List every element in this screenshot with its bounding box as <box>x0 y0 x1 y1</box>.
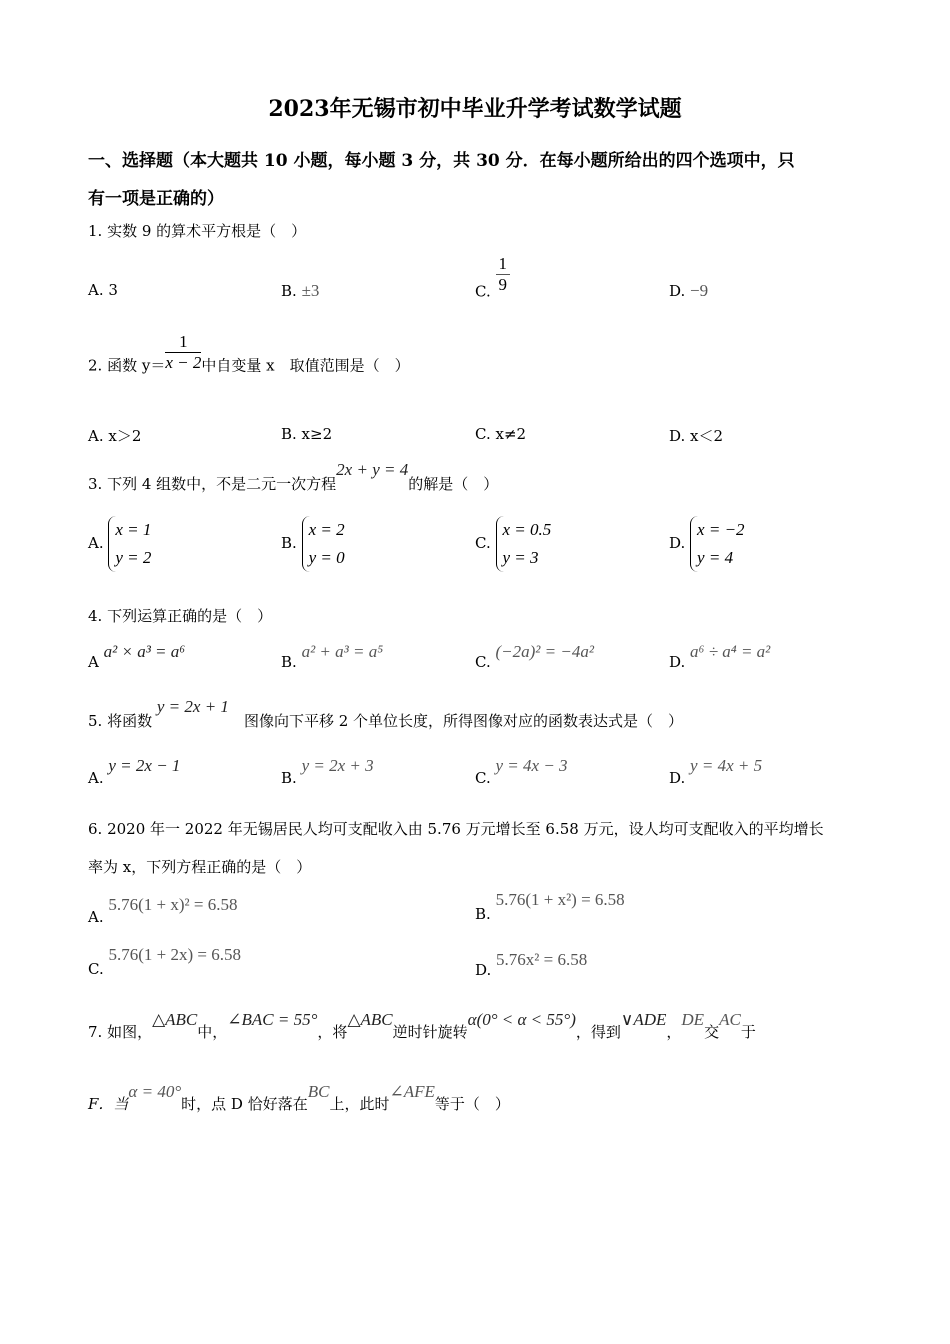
q2-fraction: $\frac{1}{x - 2}$ <box>165 332 202 372</box>
q1-option-d: D. −9 <box>669 281 709 300</box>
q4-option-a: A a² × a³ = a⁶ <box>88 642 186 671</box>
q4-option-d: D. a⁶ ÷ a⁴ = a² <box>669 642 771 671</box>
q1-option-c: C. $\frac{1}{9}$ <box>475 254 510 301</box>
q6-option-c: C. 5.76(1 + 2x) = 6.58 <box>88 945 241 978</box>
section-heading-line2: 有一项是正确的） <box>88 189 224 209</box>
q5-equation: y = 2x + 1 <box>156 697 229 716</box>
q1-option-a: A. 3 <box>88 281 118 299</box>
q6-stem-line2: 率为 x，下列方程正确的是（ ） <box>88 858 312 876</box>
q2-stem: 2. 函数 y＝ $\frac{1}{x - 2}$ 中自变量 x 取值范围是（ ） <box>88 332 410 375</box>
q5-stem: 5. 将函数 y = 2x + 1 图像向下平移 2 个单位长度，所得图像对应的函数表达式是（ ） <box>88 697 684 730</box>
q3-option-d: D. x = −2 y = 4 <box>669 516 745 572</box>
q5-option-d: D. y = 4x + 5 <box>669 756 763 787</box>
q5-option-b: B. y = 2x + 3 <box>281 756 374 787</box>
q3-stem: 3. 下列 4 组数中，不是二元一次方程2x + y = 4的解是（ ） <box>88 460 499 493</box>
page-title: 2023年无锡市初中毕业升学考试数学试题 <box>268 96 682 122</box>
q6-option-a: A. 5.76(1 + x)² = 6.58 <box>88 895 238 926</box>
q6-stem-line1: 6. 2020 年一 2022 年无锡居民人均可支配收入由 5.76 万元增长至 6.58 万元，设人均可支配收入的平均增长 <box>88 820 824 838</box>
q4-option-c: C. (−2a)² = −4a² <box>475 642 594 671</box>
q4-option-b: B. a² + a³ = a⁵ <box>281 642 384 671</box>
q4-stem: 4. 下列运算正确的是（ ） <box>88 607 273 625</box>
q6-option-b: B. 5.76(1 + x²) = 6.58 <box>475 890 625 923</box>
q3-option-a: A. x = 1 y = 2 <box>88 516 151 572</box>
q1-fraction: $\frac{1}{9}$ <box>496 254 511 295</box>
q2-option-d: D. x＜2 <box>669 427 724 445</box>
q3-option-c: C. x = 0.5 y = 3 <box>475 516 551 572</box>
q7-stem-line2: F．当α = 40°时，点 D 恰好落在BC上，此时∠AFE等于（ ） <box>88 1082 510 1113</box>
q3-option-b: B. x = 2 y = 0 <box>281 516 345 572</box>
q5-option-c: C. y = 4x − 3 <box>475 756 568 787</box>
q2-option-c: C. x≠2 <box>475 425 527 443</box>
section-heading-line1: 一、选择题（本大题共 10 小题，每小题 3 分，共 30 分．在每小题所给出的四个选项中，只 <box>88 151 795 171</box>
q6-option-d: D. 5.76x² = 6.58 <box>475 950 588 979</box>
q1-stem: 1. 实数 9 的算术平方根是（ ） <box>88 222 307 240</box>
q2-option-a: A. x＞2 <box>88 427 142 445</box>
q3-equation: 2x + y = 4 <box>336 460 409 479</box>
q2-option-b: B. x≥2 <box>281 425 333 443</box>
q7-stem-line1: 7. 如图，△ABC中，∠BAC = 55°，将△ABC逆时针旋转α(0° < α < 55°)，得到∨ADE，DE交AC于 <box>88 1010 756 1041</box>
q5-option-a: A. y = 2x − 1 <box>88 756 181 787</box>
q1-option-b: B. ±3 <box>281 281 320 300</box>
